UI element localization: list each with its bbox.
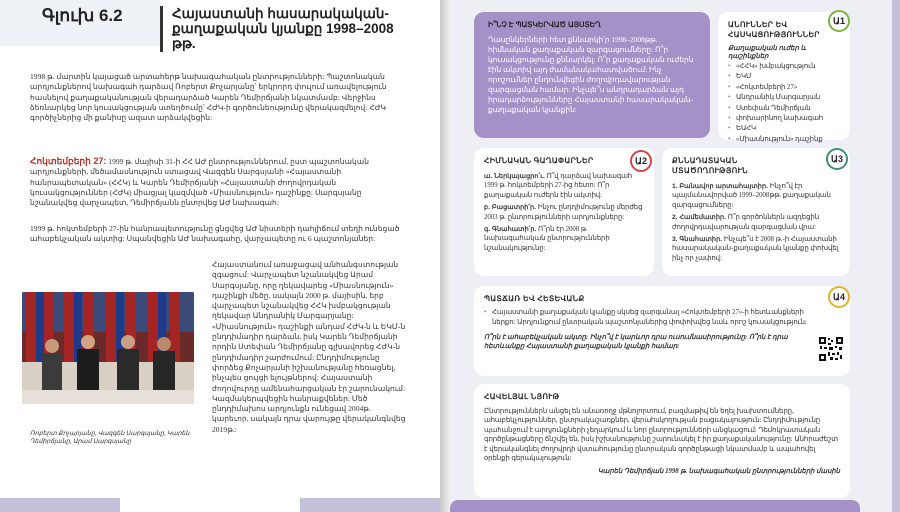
aftermath-paragraph: Հայաստանում առաջացավ անհանգստության զգացում: Վարչապետ նշանակվեց Արամ Սարգսյանը, որը ղեկավարեց «Միասնություն» դաշինքի մեծը, սակայն 2000 թ. մայիսին, երբ վարչապետ նշանակվեց ՀՀԿ խմբակցության ղեկավար Անդրանիկ Մարգարյանը: «Միասնություն» դաշինքի անդամ ՀԺԿ-ն և ԵԿՄ-ն ընդդիմադիր դարձան, իսկ Կարեն Դեմիրճյանի որդին Ստեփան Դեմիրճյանը գլխավորեց ՀԺԿ-ն ընդդիմադիր շարժումում: Ընդդիմությունը փորձեց Քոչարյանի իշխանությանը հեռացնել, ինչպես ցույցի ելույթներով: Հայաստանի ժողովուրդը ամենահարցական էր շարունակում: Կազմակերպվեցին հանրաքվեներ: Մեծ ընդդիմախոս արդյունքն ունեցավ 2004թ. կարեւոր, սակայն դրա վարույթը վերականգնվեց 2019թ.: xyxy=(212,260,406,434)
leaders-photo xyxy=(22,292,194,404)
edge-band xyxy=(892,0,900,512)
list-item: գ. Գնահատի՛ր. Ո՞րն էր 2008 թ. նախագահական ընտրությունների նշանակությունը: xyxy=(484,226,610,252)
section-text: 1999 թ. մայիսի 31-ի ՀՀ ԱԺ ընտրություններում, ըստ պաշտոնական արդյունքների, մեծամասնություն ստացավ Վազգեն Սարգսյանի «Հայաստանի հանրապետական» (ՀՀԿ) և Կարեն Դեմիրճյանի «Հայաստանի ժողովրդական կուսակցություններ (ՀԺԿ) միացյալ կազմված «Միասնություն» դաշինքը: Սարգսյանը նշանակվեց վարչապետ, Դեմիրճյանն ընտրվեց ԱԺ նախագահ: xyxy=(30,157,370,208)
list-item: 2. Համեմատիր. Ո՞ր գործոններն ազդեցին ժողովրդավարության զարգացման վրա: xyxy=(672,214,820,231)
u4-tag: Ա4 xyxy=(828,286,850,308)
card-subtitle: Քաղաքական ուժեր և դաշինքներ xyxy=(728,45,807,60)
photo-caption: Ռոբերտ Քոչարյանը, Վազգեն Սարգսյանը, Կարեն Դեմիրճյանը, Արամ Սարգսյանը xyxy=(30,430,190,445)
book-gutter xyxy=(440,0,450,512)
box-text: Դասընկերների հետ քննարկի՛ր 1998–2008թթ. հիմնական քաղաքական զարգացումները: Ո՞ր կուսակցությունը քննարկել: Ո՞ր քաղաքական ուժերն էին ակտիվ այդ ժամանակահատվածում: Ինչ որոշումներ ընդունվեցին ժողովրդավարության զարգացման համար: Ինչպե՞ս անդրադարձան այդ իրադարձությունները Հայաստանի հասարակական-քաղաքական կյանքին: xyxy=(488,35,694,114)
box-title: Ի՞ՆՉ Է ՊԱՏԿԵՐՎԱԾ ԱՅՍՏԵՂ xyxy=(488,20,601,29)
october-27-paragraph xyxy=(30,156,408,208)
list-item: 3. Գնահատիր. Ինչպե՞ս է 2008 թ.-ի Հայաստանի հասարակական-քաղաքական կյանքը փոխվել ինչ որ չափով: xyxy=(672,236,839,262)
chapter-divider xyxy=(160,6,163,52)
list-item: • «Հոկտեմբերի 27» xyxy=(728,83,840,93)
chapter-label: Գլուխ 6.2 xyxy=(0,0,160,46)
critical-thinking-card xyxy=(662,148,850,276)
bottom-band-left xyxy=(0,498,120,512)
concepts-list xyxy=(728,62,840,145)
card-title: ՀԱՎԵԼՅԱԼ ՆՅՈՒԹ xyxy=(484,392,560,401)
list-item: • Հայաստանի քաղաքական կյանքը սկսեց զարգանալ «Հոկտեմբերի 27»-ի հետևանքների ներքո: Արդյունքում ընտրական պաշտոնյաներից փոփոխվեց նաև որոշ կուսակցություն: xyxy=(484,308,814,329)
source-attribution: Կարեն Դեմիրճյան 1998 թ. նախագահական ընտրությունների մասին xyxy=(597,468,840,476)
source-text: Ընտրություններն անցել են անառողջ մթնոլորտում, բազմաթիվ են եղել խախտումները, ահաբեկչություններ, ընտրակաշառքներ, վերահսկողության բացակայություն: Ընդդիմությունը պահանջում է արդյունքների չեղարկում և նոր ընտրությունների անցկացում: Դեմոկրատական գործընթացները ճնշվել են, իսկ իշխանությունը շարունակել է իր քաղաքականությունը: Անհրաժեշտ է վերականգնել ժողովրդի վստահությունը ընտրական գործընթացի նկատմամբ և ապահովել օրենքի գերակայություն: xyxy=(484,408,838,463)
list-item: • փոխարինող նախագահ xyxy=(728,114,840,124)
list-item: • Ստեփան Դեմիրճյան xyxy=(728,104,840,114)
u1-tag: Ա1 xyxy=(828,10,850,32)
card-title: ԱՆՈՒՆՆԵՐ ԵՎ ՀԱՍԿԱՑՈՒԹՅՈՒՆՆԵՐ xyxy=(728,20,820,39)
what-is-shown-box xyxy=(474,12,710,138)
attack-paragraph: 1999 թ. հոկտեմբերի 27-ին հանրապետությունը ցնցվեց ԱԺ նիստերի դահլիճում տեղի ունեցած ահաբեկչական ակտից: Սպանվեցին ԱԺ նախագահը, վարչապետը ու 6 պաշտոնյաներ: xyxy=(30,224,400,244)
list-item: բ. Բացատրի՛ր. Ինչու ընդդիմությունը մերժեց 2003 թ. ընտրությունների արդյունքները: xyxy=(484,204,643,221)
u3-tag: Ա3 xyxy=(826,148,848,170)
names-concepts-card xyxy=(718,12,850,143)
bottom-band-right xyxy=(300,498,440,512)
card-title: ՔՆՆԱԴԱՏԱԿԱՆ ՄՏԱԾՈՂՈՒԹՅՈՒՆ xyxy=(672,156,748,175)
additional-material-card xyxy=(474,384,850,498)
card-title: ՀԻՄՆԱԿԱՆ ԳԱՂԱՓԱՐՆԵՐ xyxy=(484,156,594,165)
cause-effect-card xyxy=(474,286,850,376)
cause-question: Ո՞րն է ահաբեկչական ակտը: Ինչո՞վ է կարևոր դրա ուսումնասիրությունը: Ո՞րն է դրա հետևանքը Հայաստանի քաղաքական կյանքի համար: xyxy=(484,333,788,351)
intro-paragraph: 1998 թ. մարտին կայացած արտահերթ նախագահական ընտրությունների: Պաշտոնական արդյունքներով նախագահ դարձավ Ռոբերտ Քոչարյանը՝ երկրորդ փուլում առավելություն հասնելով քաղաքականության վերադարձած Կարեն Դեմիրճյանի նկատմամբ: Վերջինս ձեռնարկեց նոր կուսակցության ստեղծումը՝ ՀԺԿ-ի գործունեությունը վերակազմելով: ՀԺԿ գործիչներից մի քանիսը ազատ արձակվեցին: xyxy=(30,72,387,123)
thinking-list xyxy=(672,182,840,263)
bottom-band xyxy=(450,500,860,512)
list-item: • «Միասնություն» դաշինք xyxy=(728,135,840,145)
card-title: ՊԱՏՃԱՌ ԵՎ ՀԵՏԵՎԱՆՔ xyxy=(484,294,585,303)
list-item: 1. Բանավոր արտահայտիր. Ինչո՞վ էր պայմանավորված 1999–2008թթ. քաղաքական զարգացումները: xyxy=(672,183,831,209)
left-page xyxy=(0,0,440,512)
ideas-list xyxy=(484,172,644,253)
qr-code-icon[interactable] xyxy=(818,336,844,362)
list-item: • «ՀՀԿ» խմբակցություն xyxy=(728,62,840,72)
list-item: • ԵԿՄ xyxy=(728,72,840,82)
key-ideas-card xyxy=(474,148,654,276)
list-item: • ԵԱՀԿ xyxy=(728,124,840,134)
photo-illustration xyxy=(22,292,194,404)
section-lead: Հոկտեմբերի 27: xyxy=(30,156,107,166)
u2-tag: Ա2 xyxy=(630,150,652,172)
cause-list xyxy=(484,308,814,329)
chapter-title: Հայաստանի հասարակական-քաղաքական կյանքը 1998–2008 թթ. xyxy=(172,6,394,51)
list-item: • Անդրանիկ Մարգարյան xyxy=(728,93,840,103)
list-item: ա. Ներկայացրո՛ւ. Ո՞վ դարձավ նախագահ 1999 թ. հոկտեմբերի 27-ից հետո: Ո՞ր քաղաքական ուժերն էին ակտիվ: xyxy=(484,173,633,199)
